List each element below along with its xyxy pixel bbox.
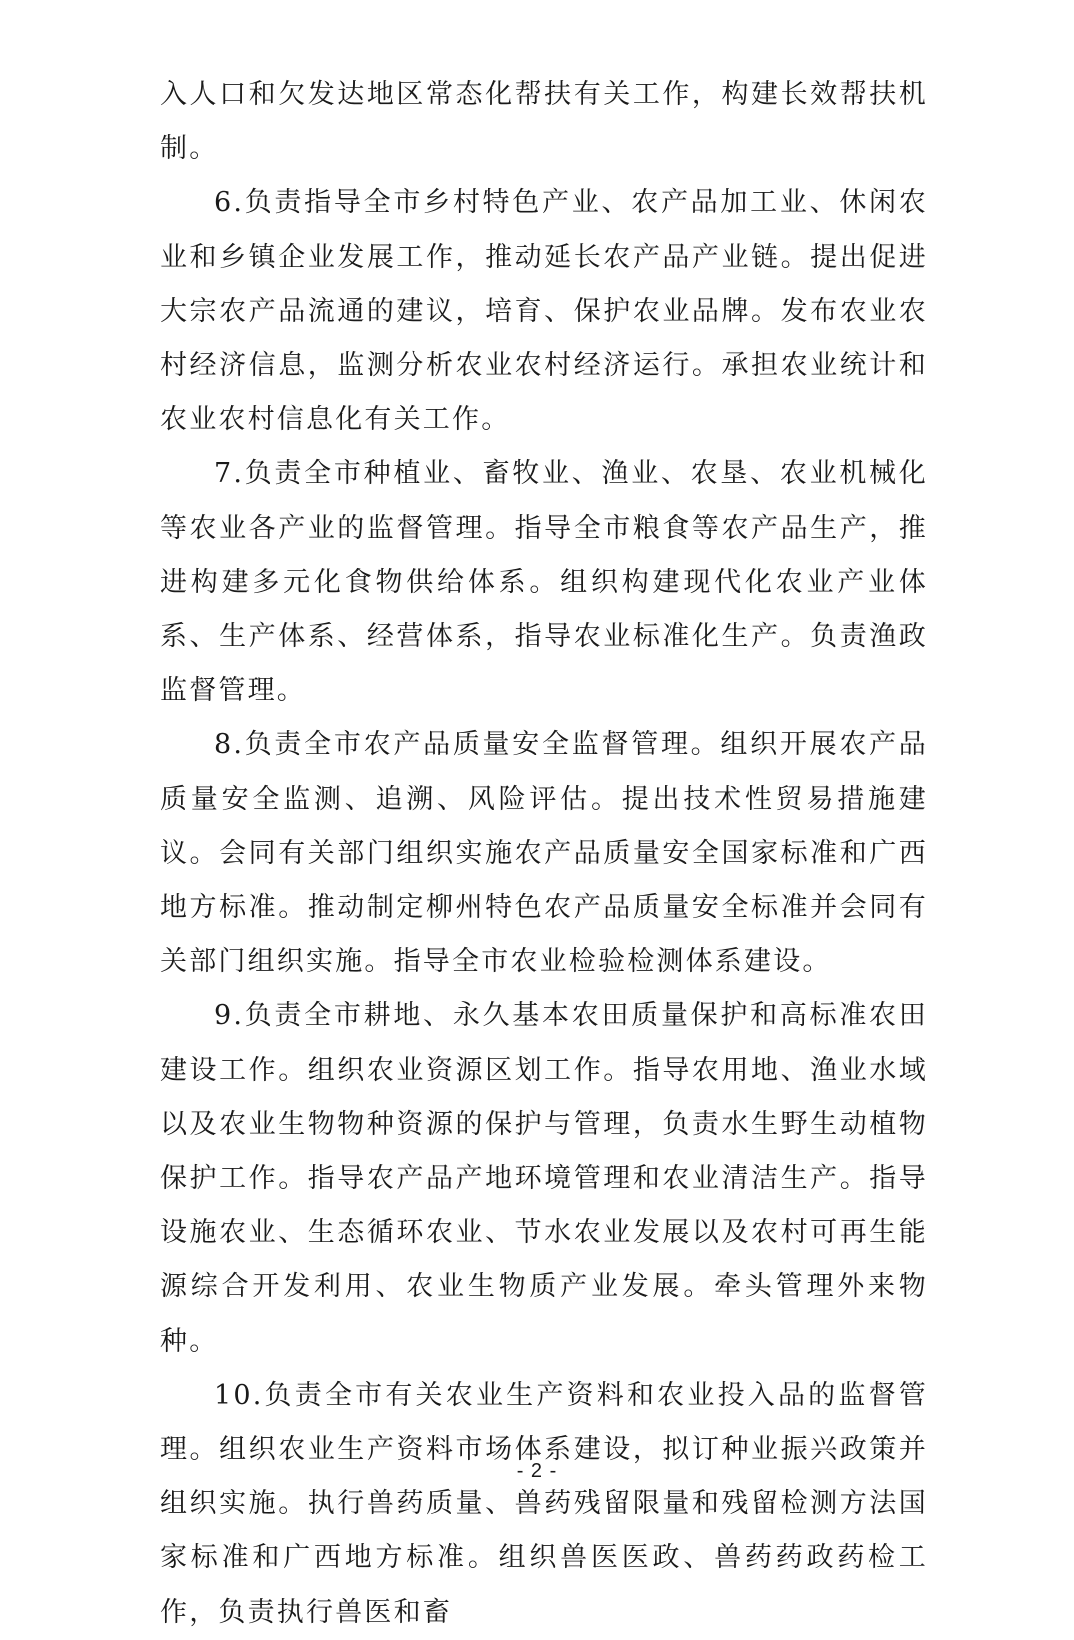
- paragraph-item-7: 7.负责全市种植业、畜牧业、渔业、农垦、农业机械化等农业各产业的监督管理。指导全市粮食等农产品生产，推进构建多元化食物供给体系。组织构建现代化农业产业体系、生产体系、经营体系，指导农业标准化生产。负责渔政监督管理。: [160, 458, 928, 707]
- document-body: [160, 68, 928, 1640]
- paragraph-item-10: 10.负责全市有关农业生产资料和农业投入品的监督管理。组织农业生产资料市场体系建设，拟订种业振兴政策并组织实施。执行兽药质量、兽药残留限量和残留检测方法国家标准和广西地方标准。组织兽医医政、兽药药政药检工作，负责执行兽医和畜: [160, 1379, 928, 1628]
- paragraph-item-8: 8.负责全市农产品质量安全监督管理。组织开展农产品质量安全监测、追溯、风险评估。提出技术性贸易措施建议。会同有关部门组织实施农产品质量安全国家标准和广西地方标准。推动制定柳州特色农产品质量安全标准并会同有关部门组织实施。指导全市农业检验检测体系建设。: [160, 729, 928, 978]
- paragraph-item-9: 9.负责全市耕地、永久基本农田质量保护和高标准农田建设工作。组织农业资源区划工作。指导农用地、渔业水域以及农业生物物种资源的保护与管理，负责水生野生动植物保护工作。指导农产品产地环境管理和农业清洁生产。指导设施农业、生态循环农业、节水农业发展以及农村可再生能源综合开发利用、农业生物质产业发展。牵头管理外来物种。: [160, 1000, 928, 1357]
- paragraph-continuation: 入人口和欠发达地区常态化帮扶有关工作，构建长效帮扶机制。: [160, 79, 928, 165]
- paragraph-item-6: 6.负责指导全市乡村特色产业、农产品加工业、休闲农业和乡镇企业发展工作，推动延长农产品产业链。提出促进大宗农产品流通的建议，培育、保护农业品牌。发布农业农村经济信息，监测分析农业农村经济运行。承担农业统计和农业农村信息化有关工作。: [160, 187, 928, 436]
- page-number: - 2 -: [516, 1460, 558, 1482]
